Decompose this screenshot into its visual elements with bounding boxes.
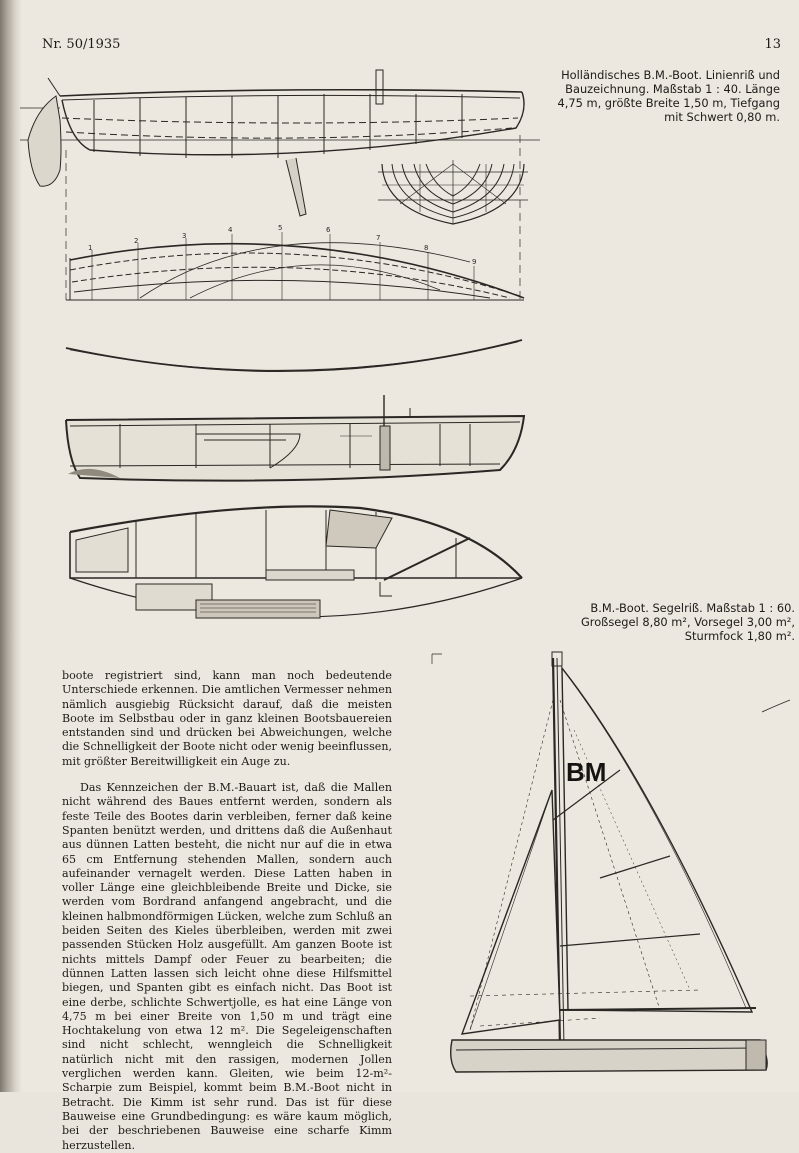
- deck-sheer-curve: [66, 340, 522, 371]
- construction-profile-drawing: [66, 395, 524, 481]
- issue-number: Nr. 50/1935: [42, 37, 121, 52]
- body-plan-sections: [378, 160, 528, 224]
- sail-plan-drawing: [451, 652, 767, 1072]
- sail-letters: BM: [566, 757, 607, 787]
- station-number: 8: [424, 244, 429, 252]
- station-number: 2: [134, 237, 139, 245]
- station-number: 7: [376, 234, 381, 242]
- station-number: 5: [278, 224, 283, 232]
- arrangement-drawing: [70, 506, 522, 618]
- page-number: 13: [764, 37, 781, 52]
- caption-lines-drawing: Holländisches B.M.-Boot. Linienriß und Bauzeichnung. Maßstab 1 : 40. Länge 4,75 m, größte Breite 1,50 m, Tiefgang mit Schwert 0,80 m.: [557, 68, 780, 124]
- station-number: 9: [472, 258, 477, 266]
- station-number: 1: [88, 244, 93, 252]
- caption-sail-plan: B.M.-Boot. Segelriß. Maßstab 1 : 60. Großsegel 8,80 m², Vorsegel 3,00 m², Sturmfock 1,80 m².: [580, 601, 795, 643]
- paragraph: Das Kennzeichen der B.M.-Bauart ist, daß die Mallen nicht während des Baues entfernt werden, sondern als feste Teile des Bootes darin verbleiben, ferner daß keine Spanten benützt werden, und drittens daß die Außenhaut aus dünnen Latten besteht, die nicht nur auf die in etwa 65 cm Entfernung stehenden Mallen, sondern auch aufeinander vernagelt werden. Diese Latten haben in voller Länge eine gleichbleibende Breite und Dicke, sie werden vom Bordrand anfangend angebracht, und die kleinen halbmondförmigen Lücken, welche zum Schluß an beiden Seiten des Kieles überbleiben, werden mit zwei passenden Stücken Holz ausgefüllt. Am ganzen Boote ist nichts mittels Dampf oder Feuer zu bearbeiten; die dünnen Latten lassen sich leicht ohne diese Hilfsmittel biegen, und Spanten gibt es einfach nicht. Das Boot ist eine derbe, schlichte Schwertjolle, es hat eine Länge von 4,75 m bei einer Breite von 1,50 m und trägt eine Hochtakelung von etwa 12 m². Die Segeleigenschaften sind nicht schlecht, wenngleich die Schnelligkeit natürlich nicht mit den rassigen, modernen Jollen verglichen werden kann. Gleiten, wie beim 12-m²-Scharpie zum Beispiel, kommt beim B.M.-Boot nicht in Betracht. Die Kimm ist sehr rund. Das ist für diese Bauweise eine Grundbedingung: es wäre kaum möglich, bei der beschriebenen Bauweise eine scharfe Kimm herzustellen.: [62, 781, 392, 1152]
- station-number: 6: [326, 226, 331, 234]
- article-body: [62, 669, 392, 1153]
- station-number: 4: [228, 226, 233, 234]
- station-number: 3: [182, 232, 187, 240]
- paragraph: boote registriert sind, kann man noch bedeutende Unterschiede erkennen. Die amtlichen Vermesser nehmen nämlich ausgiebig Rücksicht darauf, daß die meisten Boote im Selbstbau oder in ganz kleinen Bootsbauereien entstanden sind und drücken bei Abweichungen, welche die Schnelligkeit der Boote nicht oder wenig beeinflussen, mit größter Bereitwilligkeit ein Auge zu.: [62, 669, 392, 768]
